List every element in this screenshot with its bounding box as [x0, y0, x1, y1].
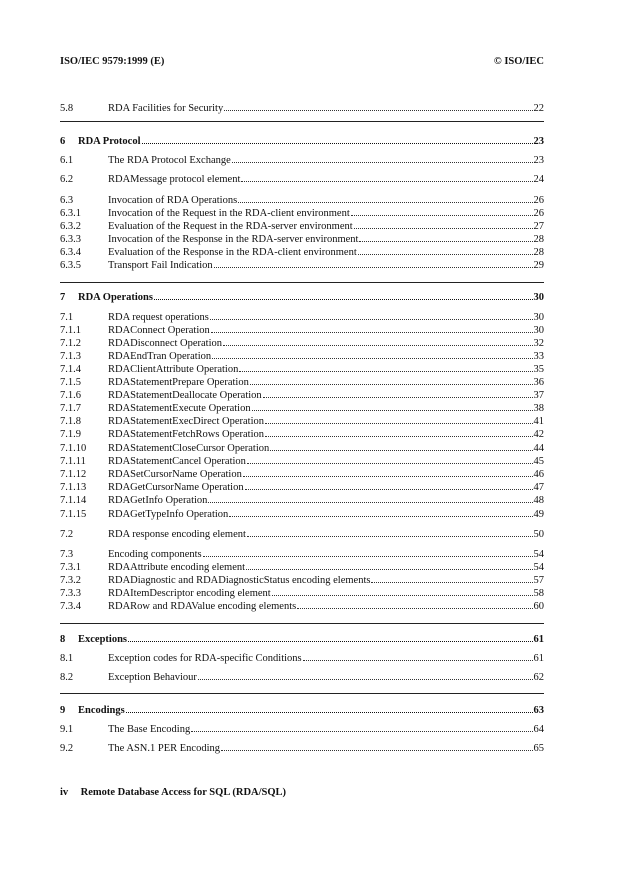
toc-entry[interactable]	[60, 560, 544, 573]
toc-entry[interactable]	[60, 219, 544, 232]
toc-entry-number: 6.2	[60, 174, 74, 185]
toc-entry[interactable]	[60, 480, 544, 493]
toc-leader-dots	[191, 722, 532, 732]
toc-entry-title: Encodings	[78, 705, 125, 716]
toc-entry-page: 54	[533, 562, 544, 573]
toc-entry-page: 49	[533, 509, 544, 520]
toc-entry-page: 30	[533, 292, 544, 303]
toc-leader-dots	[354, 219, 533, 229]
toc-entry[interactable]	[60, 427, 544, 440]
toc-entry-page: 65	[533, 743, 544, 754]
toc-entry[interactable]	[60, 323, 544, 336]
toc-leader-dots	[211, 323, 533, 333]
toc-entry-page: 23	[533, 155, 544, 166]
toc-entry[interactable]	[60, 632, 544, 645]
toc-entry[interactable]	[60, 310, 544, 323]
toc-leader-dots	[247, 527, 533, 537]
toc-entry[interactable]	[60, 232, 544, 245]
toc-leader-dots	[238, 193, 532, 203]
toc-entry[interactable]	[60, 375, 544, 388]
toc-entry-number: 7.3.3	[60, 588, 81, 599]
section-divider	[60, 282, 544, 283]
toc-entry[interactable]	[60, 349, 544, 362]
toc-entry-page: 36	[533, 377, 544, 388]
toc-entry-title: Exception Behaviour	[108, 672, 197, 683]
toc-entry-page: 28	[533, 234, 544, 245]
toc-entry-title: RDA request operations	[108, 312, 209, 323]
toc-entry-page: 62	[533, 672, 544, 683]
toc-entry-page: 58	[533, 588, 544, 599]
toc-entry-title: RDAConnect Operation	[108, 325, 210, 336]
toc-entry[interactable]	[60, 467, 544, 480]
toc-entry-title: Encoding components	[108, 549, 202, 560]
toc-entry-number: 7.1.15	[60, 509, 87, 520]
toc-entry-number: 8	[60, 634, 66, 645]
toc-entry[interactable]	[60, 599, 544, 612]
toc-entry-page: 48	[533, 495, 544, 506]
toc-leader-dots	[272, 586, 533, 596]
standard-id: ISO/IEC 9579:1999 (E)	[60, 56, 165, 67]
toc-entry[interactable]	[60, 245, 544, 258]
toc-entry-number: 7.1	[60, 312, 74, 323]
toc-entry-number: 7.1.13	[60, 482, 87, 493]
toc-entry-page: 45	[533, 456, 544, 467]
toc-entry-title: Invocation of the Request in the RDA-client environment	[108, 208, 350, 219]
toc-entry-title: RDAStatementDeallocate Operation	[108, 390, 262, 401]
toc-entry-page: 37	[533, 390, 544, 401]
toc-entry-number: 7.1.10	[60, 443, 87, 454]
toc-entry-page: 47	[533, 482, 544, 493]
toc-entry-title: RDADiagnostic and RDADiagnosticStatus encoding elements	[108, 575, 371, 586]
toc-entry-number: 7.1.9	[60, 429, 81, 440]
footer-page-number: iv	[60, 787, 69, 798]
toc-leader-dots	[126, 703, 533, 713]
toc-entry-title: The Base Encoding	[108, 724, 191, 735]
toc-entry-page: 26	[533, 195, 544, 206]
section-divider	[60, 623, 544, 624]
toc-leader-dots	[128, 632, 532, 642]
toc-leader-dots	[208, 493, 532, 503]
toc-entry-page: 54	[533, 549, 544, 560]
toc-entry[interactable]	[60, 414, 544, 427]
toc-leader-dots	[245, 480, 533, 490]
toc-entry[interactable]	[60, 493, 544, 506]
toc-leader-dots	[351, 206, 533, 216]
toc-leader-dots	[212, 349, 532, 359]
toc-entry-page: 44	[533, 443, 544, 454]
page-footer	[60, 787, 286, 798]
toc-entry-title: Evaluation of the Request in the RDA-server environment	[108, 221, 353, 232]
toc-leader-dots	[223, 336, 532, 346]
toc-entry-page: 64	[533, 724, 544, 735]
toc-entry-number: 7.1.14	[60, 495, 87, 506]
toc-entry[interactable]	[60, 206, 544, 219]
toc-entry-number: 6.3.4	[60, 247, 81, 258]
toc-entry-title: Transport Fail Indication	[108, 260, 213, 271]
toc-entry-page: 35	[533, 364, 544, 375]
toc-entry-number: 8.2	[60, 672, 74, 683]
toc-entry[interactable]	[60, 507, 544, 520]
toc-leader-dots	[210, 310, 533, 320]
toc-entry-number: 7.2	[60, 529, 74, 540]
toc-entry-page: 50	[533, 529, 544, 540]
toc-entry-title: Invocation of RDA Operations	[108, 195, 238, 206]
toc-entry-number: 9.2	[60, 743, 74, 754]
toc-entry-page: 28	[533, 247, 544, 258]
toc-entry-number: 9	[60, 705, 66, 716]
toc-entry[interactable]	[60, 441, 544, 454]
toc-entry[interactable]	[60, 172, 544, 185]
toc-entry-title: RDAStatementCancel Operation	[108, 456, 246, 467]
toc-entry[interactable]	[60, 101, 544, 114]
toc-entry-title: RDAGetInfo Operation	[108, 495, 208, 506]
toc-entry-number: 7.3	[60, 549, 74, 560]
toc-leader-dots	[247, 454, 533, 464]
toc-entry-page: 33	[533, 351, 544, 362]
toc-entry-title: Exception codes for RDA-specific Conditions	[108, 653, 302, 664]
toc-entry[interactable]	[60, 401, 544, 414]
toc-leader-dots	[250, 375, 533, 385]
toc-entry-number: 7.1.7	[60, 403, 81, 414]
toc-entry-number: 7.1.6	[60, 390, 81, 401]
toc-entry-number: 6.3.2	[60, 221, 81, 232]
toc-entry-page: 24	[533, 174, 544, 185]
toc-leader-dots	[154, 290, 533, 300]
toc-entry-number: 7.1.3	[60, 351, 81, 362]
toc-entry-number: 5.8	[60, 103, 74, 114]
toc-leader-dots	[224, 101, 532, 111]
toc-leader-dots	[221, 741, 533, 751]
toc-entry[interactable]	[60, 741, 544, 754]
toc-entry-number: 6.3.5	[60, 260, 81, 271]
toc-entry-page: 61	[533, 634, 544, 645]
toc-entry[interactable]	[60, 651, 544, 664]
toc-entry[interactable]	[60, 670, 544, 683]
toc-entry[interactable]	[60, 134, 544, 147]
toc-leader-dots	[142, 134, 533, 144]
toc-leader-dots	[239, 362, 532, 372]
toc-entry-page: 41	[533, 416, 544, 427]
toc-leader-dots	[229, 507, 532, 517]
toc-leader-dots	[243, 467, 533, 477]
toc-entry[interactable]	[60, 290, 544, 303]
toc-entry[interactable]	[60, 258, 544, 271]
toc-leader-dots	[246, 560, 532, 570]
toc-entry[interactable]	[60, 573, 544, 586]
toc-entry-number: 7.1.5	[60, 377, 81, 388]
toc-leader-dots	[214, 258, 533, 268]
toc-entry-number: 8.1	[60, 653, 74, 664]
toc-entry[interactable]	[60, 193, 544, 206]
toc-leader-dots	[359, 232, 532, 242]
toc-entry-page: 22	[533, 103, 544, 114]
toc-entry-title: RDAGetTypeInfo Operation	[108, 509, 229, 520]
toc-entry-page: 60	[533, 601, 544, 612]
toc-leader-dots	[358, 245, 533, 255]
toc-entry-page: 38	[533, 403, 544, 414]
toc-entry-number: 7.1.11	[60, 456, 86, 467]
toc-entry[interactable]	[60, 362, 544, 375]
toc-entry-number: 6.1	[60, 155, 74, 166]
toc-entry-number: 6	[60, 136, 66, 147]
toc-entry-title: RDAEndTran Operation	[108, 351, 212, 362]
toc-entry-title: RDAItemDescriptor encoding element	[108, 588, 271, 599]
toc-entry-page: 57	[533, 575, 544, 586]
toc-entry-title: RDAStatementExecute Operation	[108, 403, 251, 414]
toc-leader-dots	[252, 401, 533, 411]
toc-leader-dots	[297, 599, 532, 609]
toc-entry-page: 23	[533, 136, 544, 147]
toc-entry-title: RDAGetCursorName Operation	[108, 482, 244, 493]
section-divider	[60, 693, 544, 694]
toc-leader-dots	[371, 573, 532, 583]
toc-entry-title: RDAMessage protocol element	[108, 174, 241, 185]
toc-leader-dots	[198, 670, 533, 680]
toc-entry-title: RDA Facilities for Security	[108, 103, 224, 114]
toc-entry-number: 7.3.1	[60, 562, 81, 573]
toc-entry-page: 26	[533, 208, 544, 219]
toc-entry-number: 7.3.2	[60, 575, 81, 586]
toc-entry-title: RDAStatementFetchRows Operation	[108, 429, 265, 440]
section-divider	[60, 121, 544, 122]
toc-entry-title: Evaluation of the Response in the RDA-client environment	[108, 247, 357, 258]
toc-entry-title: RDA Protocol	[78, 136, 141, 147]
toc-entry-title: RDAStatementPrepare Operation	[108, 377, 249, 388]
toc-entry-page: 32	[533, 338, 544, 349]
toc-entry[interactable]	[60, 586, 544, 599]
toc-entry-number: 6.3	[60, 195, 74, 206]
toc-entry-number: 7.1.4	[60, 364, 81, 375]
toc-entry-number: 7.1.2	[60, 338, 81, 349]
toc-entry-page: 42	[533, 429, 544, 440]
toc-entry-title: RDARow and RDAValue encoding elements	[108, 601, 297, 612]
toc-entry-page: 30	[533, 325, 544, 336]
toc-entry-number: 7.3.4	[60, 601, 81, 612]
toc-entry-page: 61	[533, 653, 544, 664]
toc-leader-dots	[265, 414, 533, 424]
toc-leader-dots	[265, 427, 532, 437]
toc-leader-dots	[232, 153, 533, 163]
toc-leader-dots	[241, 172, 532, 182]
toc-leader-dots	[263, 388, 533, 398]
toc-leader-dots	[303, 651, 533, 661]
toc-entry-title: Exceptions	[78, 634, 128, 645]
toc-entry[interactable]	[60, 153, 544, 166]
toc-entry[interactable]	[60, 336, 544, 349]
toc-entry-title: RDAStatementExecDirect Operation	[108, 416, 264, 427]
toc-entry-title: RDA Operations	[78, 292, 153, 303]
toc-entry-number: 7	[60, 292, 66, 303]
toc-leader-dots	[203, 547, 533, 557]
toc-entry-title: The RDA Protocol Exchange	[108, 155, 231, 166]
toc-entry[interactable]	[60, 527, 544, 540]
toc-entry-page: 27	[533, 221, 544, 232]
toc-entry-number: 6.3.3	[60, 234, 81, 245]
toc-entry-number: 7.1.1	[60, 325, 81, 336]
toc-entry-title: RDASetCursorName Operation	[108, 469, 242, 480]
toc-entry-number: 6.3.1	[60, 208, 81, 219]
toc-entry-page: 46	[533, 469, 544, 480]
footer-document-title: Remote Database Access for SQL (RDA/SQL)	[80, 787, 287, 798]
toc-entry[interactable]	[60, 388, 544, 401]
toc-entry-number: 9.1	[60, 724, 74, 735]
toc-entry[interactable]	[60, 703, 544, 716]
toc-entry-page: 30	[533, 312, 544, 323]
toc-leader-dots	[270, 441, 532, 451]
toc-entry-title: RDAClientAttribute Operation	[108, 364, 239, 375]
toc-entry[interactable]	[60, 454, 544, 467]
toc-entry-title: RDADisconnect Operation	[108, 338, 223, 349]
toc-entry-page: 29	[533, 260, 544, 271]
toc-entry-number: 7.1.8	[60, 416, 81, 427]
toc-entry-number: 7.1.12	[60, 469, 87, 480]
toc-entry[interactable]	[60, 547, 544, 560]
toc-entry[interactable]	[60, 722, 544, 735]
toc-entry-title: RDA response encoding element	[108, 529, 246, 540]
toc-entry-title: RDAStatementCloseCursor Operation	[108, 443, 270, 454]
toc-entry-title: Invocation of the Response in the RDA-server environment	[108, 234, 359, 245]
toc-entry-title: The ASN.1 PER Encoding	[108, 743, 220, 754]
copyright-notice: © ISO/IEC	[493, 56, 544, 67]
toc-entry-page: 63	[533, 705, 544, 716]
toc-entry-title: RDAAttribute encoding element	[108, 562, 246, 573]
